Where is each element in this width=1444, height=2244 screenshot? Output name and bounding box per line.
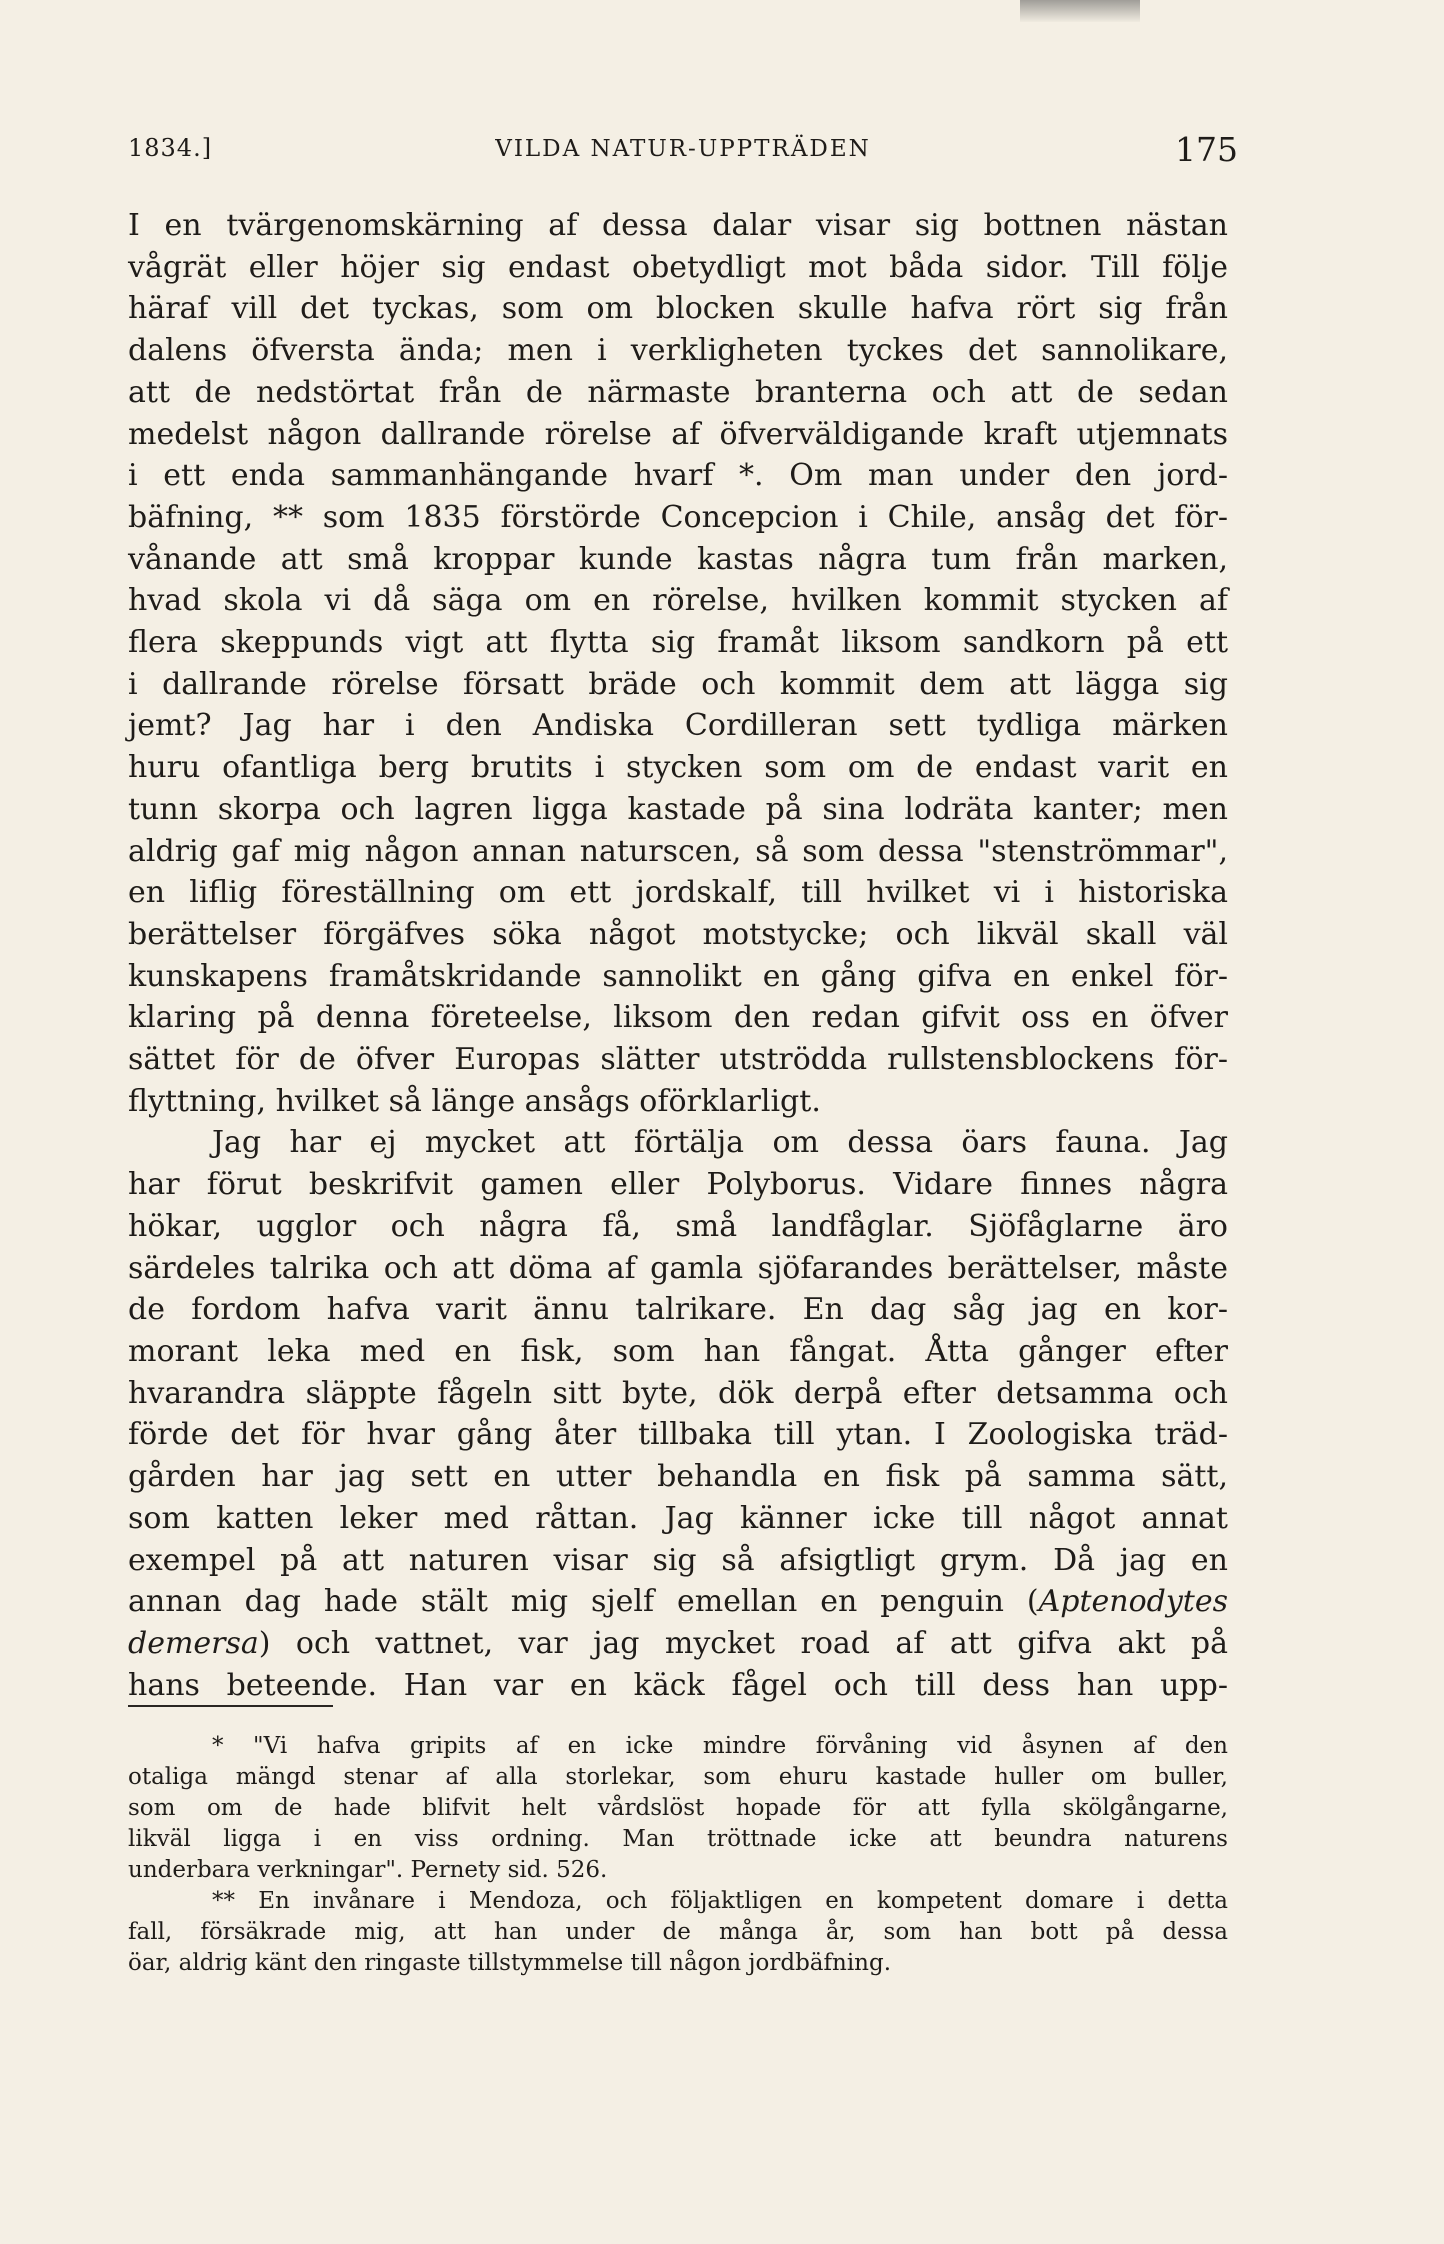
footnote-line: som om de hade blifvit helt vårdslöst hopade för att fylla skölgångarne,: [128, 1795, 1228, 1821]
text-line: hvarandra släppte fågeln sitt byte, dök derpå efter detsamma och: [128, 1375, 1228, 1411]
header-year: 1834.]: [128, 134, 213, 162]
text-line: vånande att små kroppar kunde kastas några tum från marken,: [128, 541, 1228, 577]
text-line: flera skeppunds vigt att flytta sig framåt liksom sandkorn på ett: [128, 625, 1228, 661]
text-line: har förut beskrifvit gamen eller Polyborus. Vidare finnes några: [128, 1167, 1228, 1203]
text-line: sättet för de öfver Europas slätter utströdda rullstensblockens för-: [128, 1042, 1228, 1078]
text-line: aldrig gaf mig någon annan naturscen, så som dessa "stenströmmar",: [128, 833, 1228, 869]
text-line: häraf vill det tyckas, som om blocken skulle hafva rört sig från: [128, 291, 1228, 327]
text-line: hökar, ugglor och några få, små landfåglar. Sjöfåglarne äro: [128, 1208, 1228, 1244]
footnote-rule: [128, 1705, 333, 1707]
text-line: bäfning, ** som 1835 förstörde Concepcion i Chile, ansåg det för-: [128, 499, 1228, 535]
footnote-line: likväl ligga i en viss ordning. Man tröttnade icke att beundra naturens: [128, 1826, 1228, 1852]
text-fragment: annan dag hade stält mig sjelf emellan en penguin (: [128, 1584, 1039, 1620]
text-line: de fordom hafva varit ännu talrikare. En dag såg jag en kor-: [128, 1292, 1228, 1328]
text-line: i ett enda sammanhängande hvarf *. Om man under den jord-: [128, 458, 1228, 494]
paragraph-start-line: Jag har ej mycket att förtälja om dessa öars fauna. Jag: [212, 1125, 1228, 1161]
header-title: VILDA NATUR-UPPTRÄDEN: [495, 136, 871, 162]
footnote-line: otaliga mängd stenar af alla storlekar, som ehuru kastade huller om buller,: [128, 1764, 1228, 1790]
text-line: medelst någon dallrande rörelse af öfverväldigande kraft utjemnats: [128, 416, 1228, 452]
text-line: [128, 1581, 1228, 1623]
text-line: en liflig föreställning om ett jordskalf, till hvilket vi i historiska: [128, 875, 1228, 911]
text-line: som katten leker med råttan. Jag känner icke till något annat: [128, 1500, 1228, 1536]
text-line: kunskapens framåtskridande sannolikt en gång gifva en enkel för-: [128, 958, 1228, 994]
text-line: hans beteende. Han var en käck fågel och till dess han upp-: [128, 1667, 1228, 1703]
text-line: tunn skorpa och lagren ligga kastade på sina lodräta kanter; men: [128, 791, 1228, 827]
footnote-line: * "Vi hafva gripits af en icke mindre förvåning vid åsynen af den: [212, 1733, 1228, 1759]
species-name-italic: demersa: [128, 1625, 259, 1661]
page-number: 175: [1175, 130, 1238, 169]
footnote-line: fall, försäkrade mig, att han under de många år, som han bott på dessa: [128, 1919, 1228, 1945]
footnote-line: underbara verkningar". Pernety sid. 526.: [128, 1857, 608, 1883]
text-line: förde det för hvar gång åter tillbaka till ytan. I Zoologiska träd-: [128, 1417, 1228, 1453]
footnote-line: öar, aldrig känt den ringaste tillstymmelse till någon jordbäfning.: [128, 1950, 892, 1976]
text-line: vågrät eller höjer sig endast obetydligt mot båda sidor. Till följe: [128, 249, 1228, 285]
text-line: flyttning, hvilket så länge ansågs oförklarligt.: [128, 1083, 821, 1119]
text-line: huru ofantliga berg brutits i stycken som om de endast varit en: [128, 750, 1228, 786]
text-line: gården har jag sett en utter behandla en fisk på samma sätt,: [128, 1459, 1228, 1495]
text-line: dalens öfversta ända; men i verkligheten tyckes det sannolikare,: [128, 333, 1228, 369]
text-line: jemt? Jag har i den Andiska Cordilleran sett tydliga märken: [128, 708, 1228, 744]
running-header: [128, 130, 1238, 174]
text-line: klaring på denna företeelse, liksom den redan gifvit oss en öfver: [128, 1000, 1228, 1036]
footnotes: [128, 1731, 1228, 1979]
text-line: morant leka med en fisk, som han fångat. Åtta gånger efter: [128, 1333, 1228, 1369]
footnote-line: ** En invånare i Mendoza, och följaktligen en kompetent domare i detta: [212, 1888, 1228, 1914]
species-name-italic: Aptenodytes: [1038, 1584, 1228, 1620]
scan-edge-mark: [1020, 0, 1140, 22]
text-line: särdeles talrika och att döma af gamla sjöfarandes berättelser, måste: [128, 1250, 1228, 1286]
text-line: berättelser förgäfves söka något motstycke; och likväl skall väl: [128, 916, 1228, 952]
text-line: i dallrande rörelse försatt bräde och kommit dem att lägga sig: [128, 666, 1228, 702]
text-line: I en tvärgenomskärning af dessa dalar visar sig bottnen nästan: [128, 208, 1228, 243]
text-fragment: ) och vattnet, var jag mycket road af att gifva akt på: [258, 1625, 1228, 1661]
text-line: hvad skola vi då säga om en rörelse, hvilken kommit stycken af: [128, 583, 1228, 619]
text-line: [128, 1623, 1228, 1665]
text-line: exempel på att naturen visar sig så afsigtligt grym. Då jag en: [128, 1542, 1228, 1578]
main-text: [128, 205, 1228, 1706]
text-line: att de nedstörtat från de närmaste branterna och att de sedan: [128, 374, 1228, 410]
